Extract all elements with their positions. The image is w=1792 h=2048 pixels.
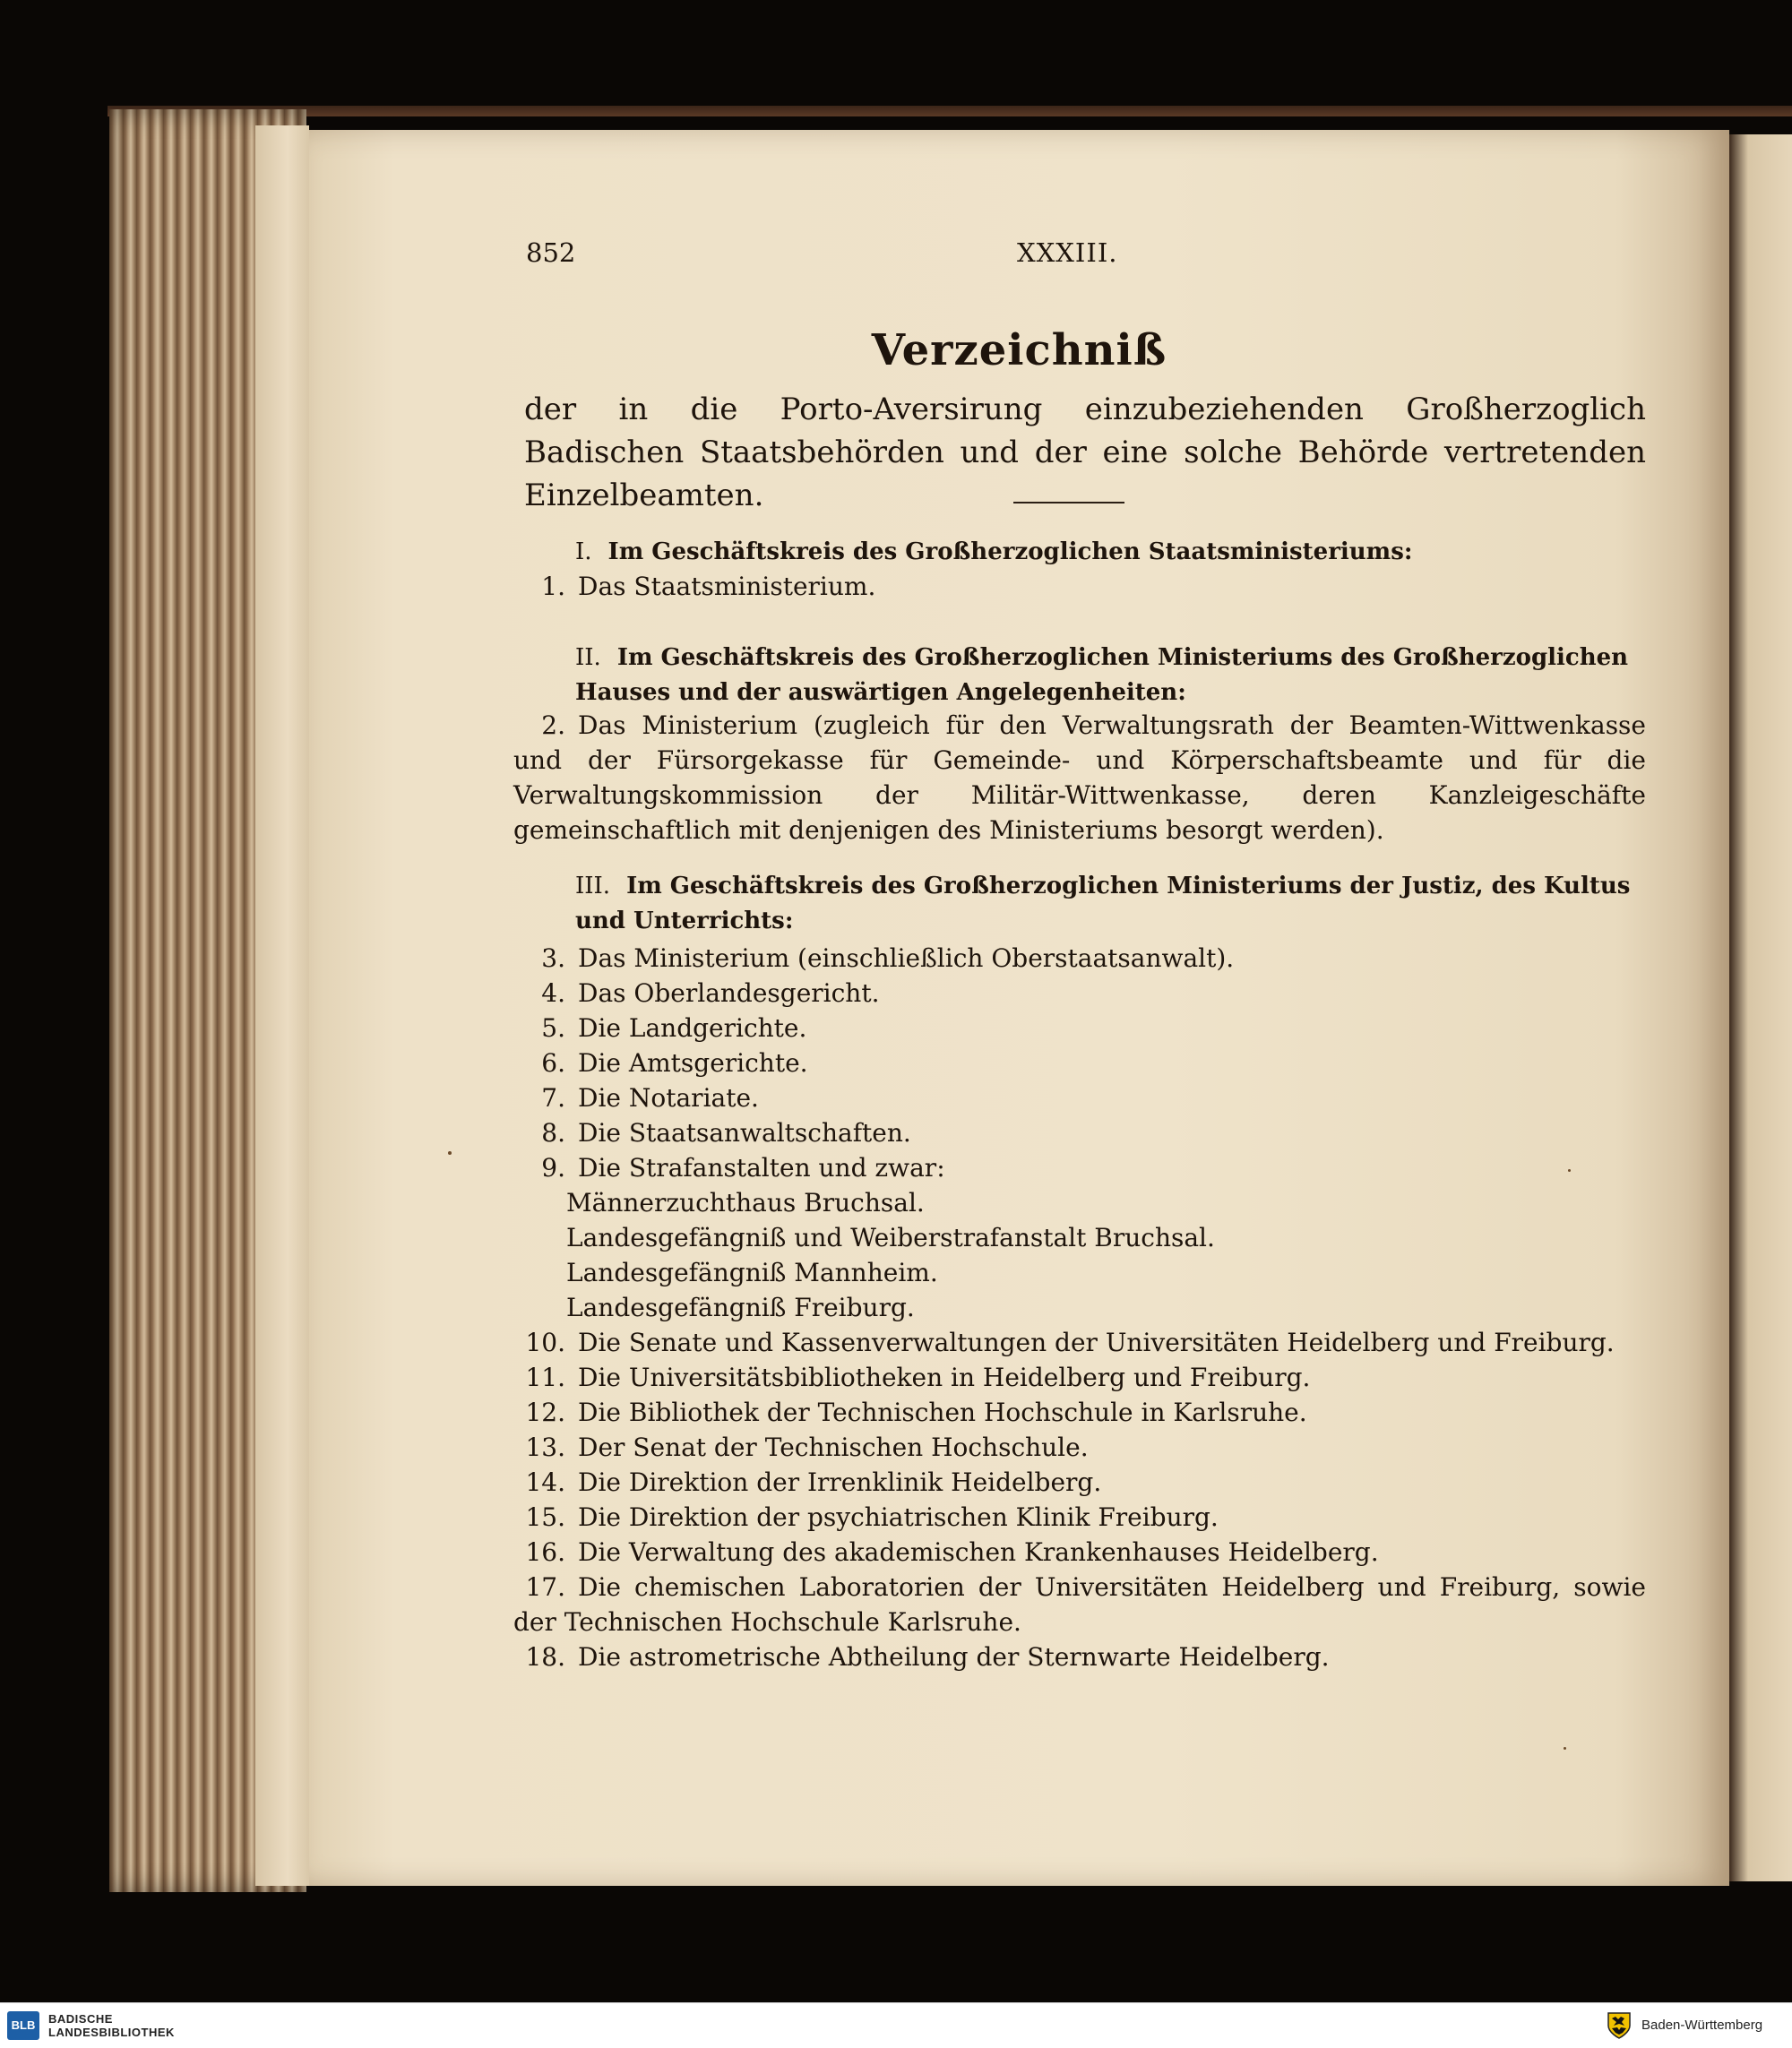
list-item-text: Das Ministerium (zugleich für den Verwaltungsrath der Beamten-Wittwenkasse und der Fürsorgekasse für Gemeinde- und Körperschaftsbeamte und für die Verwaltungskommission der Militär-Wittwenkasse, deren Kanzleigeschäfte gemeinschaftlich mit denjenigen des Ministeriums besorgt werden). (513, 710, 1646, 845)
list-item-number: 9. (541, 1153, 565, 1183)
list-item-number: 10. (525, 1328, 565, 1357)
list-item-number: 7. (541, 1083, 565, 1113)
list-item-text: Die Notariate. (578, 1083, 759, 1113)
list-item (513, 1011, 1646, 1046)
list-item (513, 1500, 1646, 1535)
section-heading-text: Im Geschäftskreis des Großherzoglichen Ministeriums des Großherzoglichen Hauses und der auswärtigen Angelegenheiten: (575, 644, 1629, 706)
list-item (513, 1115, 1646, 1150)
list-item-number: 16. (525, 1537, 565, 1567)
sub-list-item: Männerzuchthaus Bruchsal. (566, 1188, 925, 1218)
list-item-text: Die Strafanstalten und zwar: (578, 1153, 945, 1183)
list-item-text: Die Senate und Kassenverwaltungen der Universitäten Heidelberg und Freiburg. (578, 1328, 1615, 1357)
list-item (513, 1325, 1646, 1360)
sub-list-item: Landesgefängniß und Weiberstrafanstalt Bruchsal. (566, 1223, 1215, 1252)
list-item (513, 1570, 1646, 1639)
list-item-text: Die Direktion der psychiatrischen Klinik Freiburg. (578, 1502, 1219, 1532)
baden-wuerttemberg-label[interactable]: Baden-Württemberg (1641, 2018, 1763, 2033)
section-heading-text: Im Geschäftskreis des Großherzoglichen Staatsministeriums: (607, 538, 1413, 565)
document-subtitle: der in die Porto-Aversirung einzubeziehenden Großherzoglich Badischen Staatsbehörden und der eine solche Behörde vertretenden Einzelbeamten. (524, 392, 1646, 513)
list-item (513, 976, 1646, 1011)
list-item-text: Die Universitätsbibliotheken in Heidelberg und Freiburg. (578, 1363, 1311, 1392)
list-item (513, 1465, 1646, 1500)
list-item-number: 13. (525, 1433, 565, 1462)
paper-speck (1568, 1169, 1571, 1172)
list-item (513, 941, 1646, 976)
sub-list-item: Landesgefängniß Freiburg. (566, 1293, 915, 1322)
list-item-text: Der Senat der Technischen Hochschule. (578, 1433, 1089, 1462)
paper-speck (1564, 1747, 1566, 1750)
section-heading (575, 869, 1646, 939)
title-divider (1013, 502, 1124, 503)
list-item-text: Die chemischen Laboratorien der Universitäten Heidelberg und Freiburg, sowie der Technischen Hochschule Karlsruhe. (513, 1572, 1646, 1637)
list-item-number: 11. (525, 1363, 565, 1392)
section-heading-number: III. (575, 873, 611, 899)
book-cover-edge (108, 106, 1792, 116)
list-item-number: 12. (525, 1398, 565, 1427)
list-item-text: Die Landgerichte. (578, 1013, 807, 1043)
document-page (309, 130, 1729, 1886)
section-heading (575, 535, 1646, 570)
section-heading-text: Im Geschäftskreis des Großherzoglichen Ministeriums der Justiz, des Kultus und Unterrichts: (575, 873, 1631, 934)
list-item-text: Die Bibliothek der Technischen Hochschule in Karlsruhe. (578, 1398, 1307, 1427)
section-heading-number: II. (575, 644, 601, 671)
blb-name-line2: LANDESBIBLIOTHEK (48, 2026, 175, 2039)
list-item-text: Das Ministerium (einschließlich Oberstaatsanwalt). (578, 943, 1235, 973)
list-item (513, 708, 1646, 848)
page-header (309, 237, 1729, 273)
list-item-text: Die Verwaltung des akademischen Krankenhauses Heidelberg. (578, 1537, 1379, 1567)
footer-bar (0, 2002, 1792, 2048)
list-item (513, 1080, 1646, 1115)
page-gutter (255, 125, 309, 1886)
list-item-number: 5. (541, 1013, 565, 1043)
list-item-number: 1. (541, 572, 565, 601)
list-item-number: 4. (541, 978, 565, 1008)
list-item-number: 15. (525, 1502, 565, 1532)
facing-page-edge (1729, 134, 1792, 1881)
list-item-text: Die Amtsgerichte. (578, 1048, 808, 1078)
section-number: XXXIII. (1017, 237, 1118, 268)
list-item-text: Das Oberlandesgericht. (578, 978, 880, 1008)
list-item-text: Die Direktion der Irrenklinik Heidelberg. (578, 1467, 1102, 1497)
blb-name[interactable] (48, 2012, 175, 2039)
list-item-number: 17. (525, 1572, 565, 1602)
list-item-number: 18. (525, 1642, 565, 1672)
list-item (513, 1150, 1646, 1185)
list-item (513, 1360, 1646, 1395)
section-heading-number: I. (575, 538, 592, 565)
list-item (513, 1535, 1646, 1570)
list-item (513, 569, 1646, 604)
list-item-number: 14. (525, 1467, 565, 1497)
paper-speck (448, 1151, 452, 1155)
list-item-number: 6. (541, 1048, 565, 1078)
list-item-number: 3. (541, 943, 565, 973)
list-item-number: 8. (541, 1118, 565, 1148)
list-item-text: Das Staatsministerium. (578, 572, 876, 601)
sub-list-item: Landesgefängniß Mannheim. (566, 1258, 938, 1287)
baden-wuerttemberg-crest-icon[interactable] (1606, 2011, 1633, 2040)
list-item-number: 2. (541, 710, 565, 740)
list-item (513, 1046, 1646, 1080)
page-number: 852 (526, 237, 576, 268)
section-heading (575, 641, 1646, 710)
list-item (513, 1430, 1646, 1465)
list-item (513, 1395, 1646, 1430)
document-title: Verzeichniß (871, 325, 1167, 375)
blb-logo[interactable]: BLB (7, 2011, 39, 2040)
blb-name-line1: BADISCHE (48, 2012, 113, 2026)
list-item (513, 1639, 1646, 1674)
list-item-text: Die astrometrische Abtheilung der Sternwarte Heidelberg. (578, 1642, 1330, 1672)
list-item-text: Die Staatsanwaltschaften. (578, 1118, 911, 1148)
